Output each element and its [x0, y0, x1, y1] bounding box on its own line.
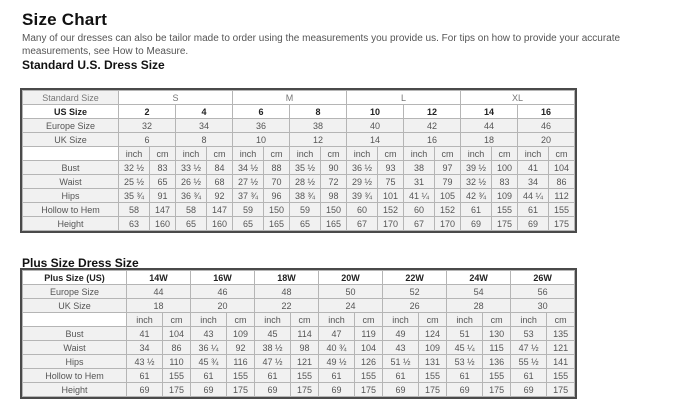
plus-us-size-cell: 18W	[255, 271, 319, 285]
plus-uk-size-cell: 26	[383, 299, 447, 313]
measure-value: 65	[233, 217, 264, 231]
plus-unit-inch-cell: inch	[383, 313, 419, 327]
plus-europe-size-cell: 44	[127, 285, 191, 299]
plus-unit-cm-cell: cm	[227, 313, 255, 327]
measure-value: 98	[321, 189, 347, 203]
us-size-cell: 2	[119, 105, 176, 119]
measure-value: 44 ¼	[518, 189, 549, 203]
uk-size-cell: 20	[518, 133, 575, 147]
plus-measure-value: 38 ½	[255, 341, 291, 355]
uk-size-cell: 6	[119, 133, 176, 147]
plus-measure-value: 135	[547, 327, 575, 341]
measure-value: 170	[378, 217, 404, 231]
us-size-cell: 8	[290, 105, 347, 119]
plus-europe-size-label: Europe Size	[23, 285, 127, 299]
plus-measure-value: 45	[255, 327, 291, 341]
plus-measure-value: 61	[255, 369, 291, 383]
measure-value: 67	[347, 217, 378, 231]
unit-cm-cell: cm	[378, 147, 404, 161]
uk-size-label: UK Size	[23, 133, 119, 147]
measure-value: 160	[150, 217, 176, 231]
plus-measure-value: 116	[227, 355, 255, 369]
measure-value: 33 ½	[176, 161, 207, 175]
plus-unit-cm-cell: cm	[483, 313, 511, 327]
measure-value: 165	[264, 217, 290, 231]
unit-cm-cell: cm	[264, 147, 290, 161]
plus-us-size-cell: 24W	[447, 271, 511, 285]
plus-europe-size-cell: 54	[447, 285, 511, 299]
plus-measure-value: 61	[191, 369, 227, 383]
measure-row-hollow-to-hem	[23, 203, 575, 217]
plus-measure-value: 92	[227, 341, 255, 355]
plus-measure-value: 69	[319, 383, 355, 397]
uk-size-cell: 18	[461, 133, 518, 147]
measure-value: 79	[435, 175, 461, 189]
measure-value: 170	[435, 217, 461, 231]
europe-size-cell: 42	[404, 119, 461, 133]
plus-measure-value: 43	[191, 327, 227, 341]
plus-measure-value: 175	[419, 383, 447, 397]
plus-measure-value: 109	[227, 327, 255, 341]
plus-measure-row-height	[23, 383, 575, 397]
plus-measure-label: Waist	[23, 341, 127, 355]
plus-measure-value: 69	[383, 383, 419, 397]
plus-measure-label: Height	[23, 383, 127, 397]
plus-measure-value: 175	[355, 383, 383, 397]
measure-value: 32 ½	[461, 175, 492, 189]
uk-size-cell: 14	[347, 133, 404, 147]
plus-measure-value: 131	[419, 355, 447, 369]
uk-size-row	[23, 133, 575, 147]
unit-cm-cell: cm	[150, 147, 176, 161]
measure-value: 96	[264, 189, 290, 203]
measure-value: 105	[435, 189, 461, 203]
plus-measure-value: 69	[255, 383, 291, 397]
plus-measure-value: 121	[291, 355, 319, 369]
size-group-l: L	[347, 91, 461, 105]
plus-unit-cm-cell: cm	[355, 313, 383, 327]
plus-measure-value: 141	[547, 355, 575, 369]
plus-measure-row-hips	[23, 355, 575, 369]
plus-section-title: Plus Size Dress Size	[22, 256, 139, 270]
plus-measure-value: 155	[291, 369, 319, 383]
plus-measure-value: 155	[355, 369, 383, 383]
plus-measure-value: 43 ½	[127, 355, 163, 369]
plus-measure-value: 61	[127, 369, 163, 383]
measure-value: 65	[176, 217, 207, 231]
standard-size-label: Standard Size	[23, 91, 119, 105]
measure-value: 63	[119, 217, 150, 231]
measure-value: 70	[264, 175, 290, 189]
unit-inch-cell: inch	[461, 147, 492, 161]
plus-europe-size-cell: 56	[511, 285, 575, 299]
measure-value: 28 ½	[290, 175, 321, 189]
europe-size-cell: 36	[233, 119, 290, 133]
plus-measure-value: 55 ½	[511, 355, 547, 369]
europe-size-cell: 46	[518, 119, 575, 133]
plus-uk-size-cell: 18	[127, 299, 191, 313]
plus-measure-value: 51 ½	[383, 355, 419, 369]
plus-measure-value: 45 ¼	[447, 341, 483, 355]
measure-value: 59	[233, 203, 264, 217]
plus-uk-size-cell: 20	[191, 299, 255, 313]
unit-inch-cell: inch	[119, 147, 150, 161]
plus-uk-size-cell: 30	[511, 299, 575, 313]
plus-us-size-cell: 22W	[383, 271, 447, 285]
page-title: Size Chart	[22, 10, 108, 29]
measure-value: 34	[518, 175, 549, 189]
plus-measure-row-bust	[23, 327, 575, 341]
measure-value: 36 ¾	[176, 189, 207, 203]
plus-europe-size-row	[23, 285, 575, 299]
plus-europe-size-cell: 52	[383, 285, 447, 299]
plus-us-size-cell: 16W	[191, 271, 255, 285]
measure-value: 165	[321, 217, 347, 231]
plus-size-table	[22, 270, 575, 397]
plus-europe-size-cell: 48	[255, 285, 319, 299]
us-size-cell: 12	[404, 105, 461, 119]
plus-unit-inch-cell: inch	[319, 313, 355, 327]
plus-measure-value: 61	[447, 369, 483, 383]
plus-unit-cm-cell: cm	[547, 313, 575, 327]
measure-value: 72	[321, 175, 347, 189]
unit-inch-cell: inch	[404, 147, 435, 161]
measure-value: 35 ½	[290, 161, 321, 175]
measure-value: 61	[461, 203, 492, 217]
plus-measure-value: 124	[419, 327, 447, 341]
measure-value: 112	[549, 189, 575, 203]
uk-size-cell: 12	[290, 133, 347, 147]
plus-measure-value: 47 ½	[255, 355, 291, 369]
unit-inch-cell: inch	[347, 147, 378, 161]
plus-measure-value: 114	[291, 327, 319, 341]
plus-measure-value: 155	[163, 369, 191, 383]
plus-measure-value: 47 ½	[511, 341, 547, 355]
plus-unit-cm-cell: cm	[163, 313, 191, 327]
measure-value: 58	[176, 203, 207, 217]
measure-value: 35 ¾	[119, 189, 150, 203]
measure-label: Hollow to Hem	[23, 203, 119, 217]
measure-value: 147	[207, 203, 233, 217]
measure-label: Height	[23, 217, 119, 231]
size-group-s: S	[119, 91, 233, 105]
measure-value: 84	[207, 161, 233, 175]
plus-measure-value: 36 ¼	[191, 341, 227, 355]
measure-value: 27 ½	[233, 175, 264, 189]
plus-unit-inch-cell: inch	[191, 313, 227, 327]
us-size-cell: 14	[461, 105, 518, 119]
plus-measure-value: 49 ½	[319, 355, 355, 369]
measure-value: 31	[404, 175, 435, 189]
measure-value: 32 ½	[119, 161, 150, 175]
measure-value: 175	[549, 217, 575, 231]
measure-label: Hips	[23, 189, 119, 203]
plus-measure-value: 175	[227, 383, 255, 397]
measure-value: 155	[492, 203, 518, 217]
measure-value: 37 ¾	[233, 189, 264, 203]
unit-row	[23, 147, 575, 161]
measure-row-waist	[23, 175, 575, 189]
europe-size-cell: 44	[461, 119, 518, 133]
plus-unit-inch-cell: inch	[255, 313, 291, 327]
plus-measure-value: 130	[483, 327, 511, 341]
measure-value: 152	[435, 203, 461, 217]
plus-uk-size-label: UK Size	[23, 299, 127, 313]
plus-measure-label: Bust	[23, 327, 127, 341]
plus-unit-inch-cell: inch	[511, 313, 547, 327]
measure-value: 36 ½	[347, 161, 378, 175]
plus-measure-value: 86	[163, 341, 191, 355]
europe-size-label: Europe Size	[23, 119, 119, 133]
measure-value: 100	[492, 161, 518, 175]
europe-size-cell: 34	[176, 119, 233, 133]
plus-measure-value: 69	[511, 383, 547, 397]
plus-measure-value: 136	[483, 355, 511, 369]
plus-measure-value: 69	[127, 383, 163, 397]
measure-value: 41 ¼	[404, 189, 435, 203]
measure-label: Waist	[23, 175, 119, 189]
unit-inch-cell: inch	[290, 147, 321, 161]
measure-value: 175	[492, 217, 518, 231]
plus-uk-size-cell: 22	[255, 299, 319, 313]
plus-measure-value: 47	[319, 327, 355, 341]
unit-cm-cell: cm	[321, 147, 347, 161]
measure-value: 90	[321, 161, 347, 175]
plus-measure-value: 104	[163, 327, 191, 341]
plus-unit-cm-cell: cm	[419, 313, 447, 327]
uk-size-cell: 10	[233, 133, 290, 147]
standard-header-row	[23, 91, 575, 105]
plus-measure-value: 104	[355, 341, 383, 355]
plus-measure-value: 126	[355, 355, 383, 369]
measure-value: 26 ½	[176, 175, 207, 189]
plus-measure-value: 69	[191, 383, 227, 397]
measure-value: 155	[549, 203, 575, 217]
measure-value: 150	[264, 203, 290, 217]
us-size-row	[23, 105, 575, 119]
unit-inch-cell: inch	[176, 147, 207, 161]
measure-value: 160	[207, 217, 233, 231]
measure-value: 68	[207, 175, 233, 189]
uk-size-cell: 16	[404, 133, 461, 147]
europe-size-row	[23, 119, 575, 133]
plus-measure-value: 43	[383, 341, 419, 355]
plus-unit-inch-cell: inch	[127, 313, 163, 327]
plus-unit-inch-cell: inch	[447, 313, 483, 327]
plus-measure-value: 69	[447, 383, 483, 397]
plus-measure-value: 98	[291, 341, 319, 355]
measure-value: 75	[378, 175, 404, 189]
plus-uk-size-row	[23, 299, 575, 313]
measure-value: 65	[290, 217, 321, 231]
measure-value: 101	[378, 189, 404, 203]
unit-blank-cell	[23, 147, 119, 161]
size-group-m: M	[233, 91, 347, 105]
plus-measure-value: 110	[163, 355, 191, 369]
us-size-cell: 16	[518, 105, 575, 119]
intro-text: Many of our dresses can also be tailor made to order using the measurements you provide us. For tips on how to provide your accurate measurements, see How to Measure.	[22, 33, 621, 57]
plus-uk-size-cell: 24	[319, 299, 383, 313]
measure-value: 83	[492, 175, 518, 189]
plus-measure-value: 61	[319, 369, 355, 383]
plus-measure-value: 109	[419, 341, 447, 355]
us-size-cell: 10	[347, 105, 404, 119]
plus-measure-value: 40 ¾	[319, 341, 355, 355]
measure-value: 39 ¾	[347, 189, 378, 203]
plus-measure-row-hollow-to-hem	[23, 369, 575, 383]
size-group-xl: XL	[461, 91, 575, 105]
unit-cm-cell: cm	[492, 147, 518, 161]
measure-value: 34 ½	[233, 161, 264, 175]
measure-value: 58	[119, 203, 150, 217]
plus-measure-value: 41	[127, 327, 163, 341]
measure-row-height	[23, 217, 575, 231]
measure-value: 83	[150, 161, 176, 175]
measure-value: 41	[518, 161, 549, 175]
measure-value: 61	[518, 203, 549, 217]
plus-us-size-row	[23, 271, 575, 285]
standard-size-table	[22, 90, 575, 231]
measure-value: 86	[549, 175, 575, 189]
us-size-cell: 4	[176, 105, 233, 119]
measure-value: 92	[207, 189, 233, 203]
plus-measure-value: 155	[227, 369, 255, 383]
plus-measure-value: 49	[383, 327, 419, 341]
measure-value: 109	[492, 189, 518, 203]
plus-measure-label: Hips	[23, 355, 127, 369]
plus-measure-label: Hollow to Hem	[23, 369, 127, 383]
measure-row-bust	[23, 161, 575, 175]
measure-value: 38	[404, 161, 435, 175]
plus-us-size-cell: 26W	[511, 271, 575, 285]
plus-measure-value: 155	[547, 369, 575, 383]
measure-value: 91	[150, 189, 176, 203]
measure-value: 93	[378, 161, 404, 175]
measure-value: 147	[150, 203, 176, 217]
plus-measure-value: 61	[383, 369, 419, 383]
measure-value: 104	[549, 161, 575, 175]
measure-value: 39 ½	[461, 161, 492, 175]
measure-value: 67	[404, 217, 435, 231]
plus-measure-value: 53 ½	[447, 355, 483, 369]
plus-measure-value: 34	[127, 341, 163, 355]
europe-size-cell: 32	[119, 119, 176, 133]
plus-measure-value: 119	[355, 327, 383, 341]
measure-value: 38 ¾	[290, 189, 321, 203]
measure-value: 60	[347, 203, 378, 217]
us-size-cell: 6	[233, 105, 290, 119]
plus-uk-size-cell: 28	[447, 299, 511, 313]
measure-value: 97	[435, 161, 461, 175]
measure-label: Bust	[23, 161, 119, 175]
plus-measure-value: 53	[511, 327, 547, 341]
unit-cm-cell: cm	[549, 147, 575, 161]
plus-us-size-cell: 14W	[127, 271, 191, 285]
europe-size-cell: 38	[290, 119, 347, 133]
measure-value: 25 ½	[119, 175, 150, 189]
measure-row-hips	[23, 189, 575, 203]
unit-inch-cell: inch	[518, 147, 549, 161]
plus-measure-value: 175	[483, 383, 511, 397]
plus-measure-value: 175	[291, 383, 319, 397]
plus-measure-value: 155	[419, 369, 447, 383]
plus-unit-row	[23, 313, 575, 327]
measure-value: 69	[518, 217, 549, 231]
plus-measure-value: 121	[547, 341, 575, 355]
measure-value: 69	[461, 217, 492, 231]
plus-europe-size-cell: 50	[319, 285, 383, 299]
unit-cm-cell: cm	[207, 147, 233, 161]
measure-value: 152	[378, 203, 404, 217]
plus-europe-size-cell: 46	[191, 285, 255, 299]
plus-measure-value: 45 ¾	[191, 355, 227, 369]
plus-measure-value: 155	[483, 369, 511, 383]
plus-us-size-cell: 20W	[319, 271, 383, 285]
measure-value: 60	[404, 203, 435, 217]
plus-measure-value: 61	[511, 369, 547, 383]
unit-inch-cell: inch	[233, 147, 264, 161]
plus-unit-blank-cell	[23, 313, 127, 327]
measure-value: 29 ½	[347, 175, 378, 189]
us-size-label: US Size	[23, 105, 119, 119]
plus-measure-value: 175	[163, 383, 191, 397]
plus-measure-value: 115	[483, 341, 511, 355]
measure-value: 42 ¾	[461, 189, 492, 203]
plus-measure-value: 51	[447, 327, 483, 341]
measure-value: 65	[150, 175, 176, 189]
measure-value: 88	[264, 161, 290, 175]
measure-value: 59	[290, 203, 321, 217]
plus-unit-cm-cell: cm	[291, 313, 319, 327]
europe-size-cell: 40	[347, 119, 404, 133]
plus-size-label: Plus Size (US)	[23, 271, 127, 285]
unit-cm-cell: cm	[435, 147, 461, 161]
measure-value: 150	[321, 203, 347, 217]
plus-measure-row-waist	[23, 341, 575, 355]
standard-section-title: Standard U.S. Dress Size	[22, 58, 165, 72]
uk-size-cell: 8	[176, 133, 233, 147]
plus-measure-value: 175	[547, 383, 575, 397]
